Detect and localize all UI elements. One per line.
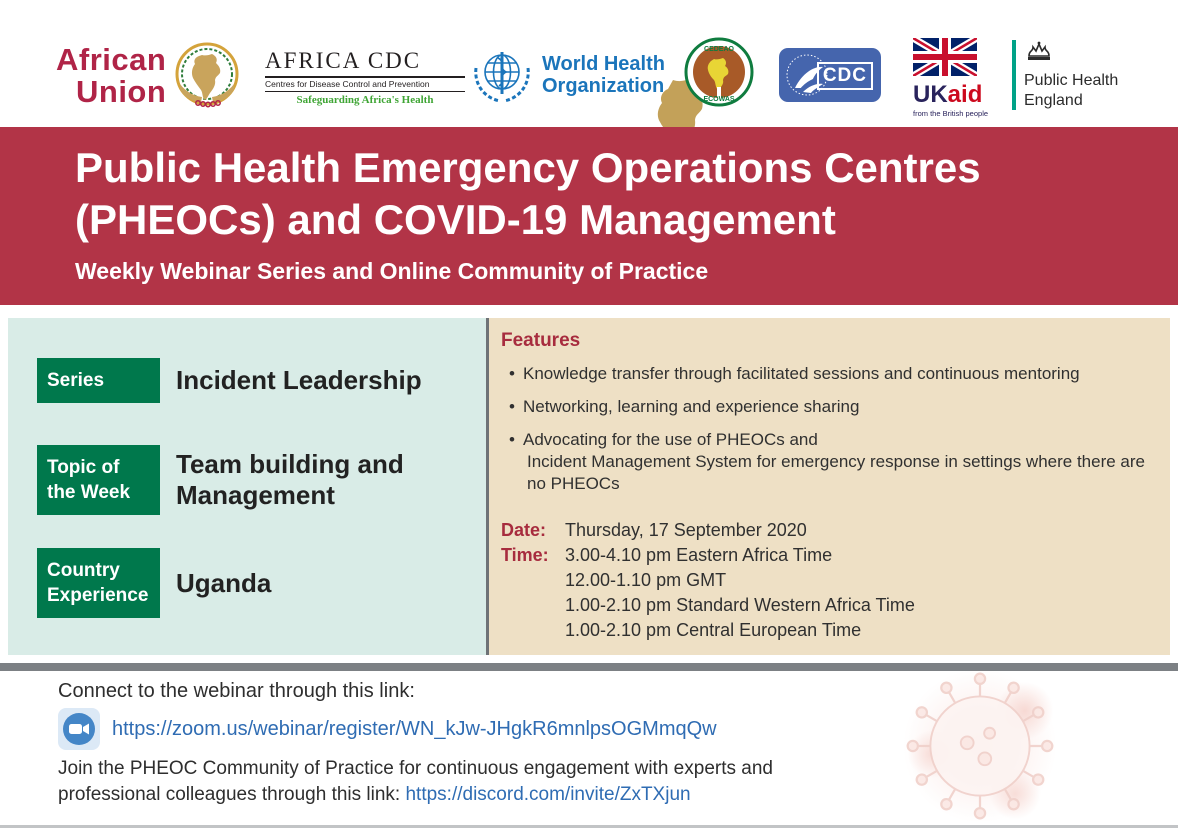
schedule-section: [501, 518, 915, 643]
feature-text: Networking, learning and experience sharing: [523, 397, 860, 417]
ecowas-top-text: CEDEAO: [704, 46, 734, 53]
feature-item: [501, 429, 1146, 451]
ukaid-wordmark: [913, 83, 1003, 107]
phe-line1: Public Health: [1024, 72, 1119, 89]
date-label: Date:: [501, 520, 547, 540]
phe-wordmark: [1024, 71, 1118, 111]
phe-line2: England: [1024, 92, 1083, 109]
country-value: Uganda: [176, 567, 272, 598]
page-title-line2: (PHEOCs) and COVID-19 Management: [75, 196, 836, 243]
series-value: Incident Leadership: [176, 365, 422, 396]
feature-item: [501, 363, 1146, 385]
who-emblem-icon: [470, 44, 534, 108]
feature-text: Advocating for the use of PHEOCs and: [523, 430, 818, 450]
cdc-logo: [779, 48, 881, 102]
feature-text-continuation: Incident Management System for emergency response in settings where there are no PHEOCs: [527, 452, 1145, 494]
ukaid-uk: UK: [913, 81, 948, 108]
time-row: [501, 593, 915, 618]
discord-invite-link[interactable]: https://discord.com/invite/ZxTXjun: [405, 783, 691, 805]
features-section: [501, 330, 1146, 495]
time-value: 1.00-2.10 pm Standard Western Africa Time: [565, 595, 915, 615]
session-details-panel: [8, 318, 486, 655]
time-value: 1.00-2.10 pm Central European Time: [565, 620, 862, 640]
bullet-icon: •: [509, 430, 515, 450]
country-row: [37, 548, 456, 618]
african-union-wordmark: [56, 44, 166, 107]
crown-icon: [1024, 40, 1054, 62]
join-paragraph: [58, 756, 826, 807]
african-union-line2: Union: [76, 74, 167, 109]
bullet-icon: •: [509, 397, 515, 417]
zoom-video-icon: [58, 708, 100, 750]
phe-logo: [1012, 40, 1118, 111]
page-title-line1: Public Health Emergency Operations Centres: [75, 144, 981, 191]
africa-cdc-tagline: Safeguarding Africa's Health: [296, 94, 434, 106]
africa-cdc-subtitle: Centres for Disease Control and Prevention: [265, 78, 465, 92]
ecowas-bottom-text: ECOWAS: [703, 96, 735, 103]
ecowas-logo: [684, 37, 754, 107]
country-label: Country Experience: [37, 548, 160, 618]
features-panel: [486, 318, 1170, 655]
time-value: 12.00-1.10 pm GMT: [565, 570, 727, 590]
african-union-emblem-icon: [172, 40, 242, 112]
who-wordmark: [542, 54, 665, 97]
union-jack-icon: [913, 38, 977, 76]
bullet-icon: •: [509, 364, 515, 383]
african-union-line1: African: [56, 42, 167, 78]
time-row: [501, 618, 915, 643]
series-row: [37, 358, 456, 403]
date-value: Thursday, 17 September 2020: [565, 520, 807, 540]
ukaid-tagline: from the British people: [913, 109, 989, 118]
cdc-wordmark: CDC: [817, 62, 873, 90]
africa-cdc-logo: [265, 48, 465, 106]
partner-logo-band: [0, 0, 1178, 127]
africa-cdc-title: AFRICA CDC: [265, 48, 465, 78]
time-value: 3.00-4.10 pm Eastern Africa Time: [565, 545, 833, 565]
topic-row: [37, 445, 456, 515]
phe-teal-bar: [1012, 40, 1016, 110]
title-banner: [0, 127, 1178, 305]
african-union-logo: [56, 40, 242, 112]
series-label: Series: [37, 358, 160, 403]
page-subtitle: Weekly Webinar Series and Online Community of Practice: [75, 258, 709, 284]
topic-value: Team building and Management: [176, 449, 404, 511]
zoom-link-row: [58, 708, 717, 750]
who-line2: Organization: [542, 75, 665, 97]
connect-text: Connect to the webinar through this link:: [58, 680, 415, 702]
ukaid-aid: aid: [947, 81, 983, 108]
features-heading: Features: [501, 330, 581, 351]
time-row: [501, 543, 915, 568]
join-text: Join the PHEOC Community of Practice for continuous engagement with experts and professional colleagues through this link:: [58, 758, 773, 805]
who-logo: [470, 44, 665, 108]
topic-label: Topic of the Week: [37, 445, 160, 515]
who-line1: World Health: [542, 53, 665, 76]
time-label: Time:: [501, 545, 549, 565]
ukaid-logo: [913, 38, 1003, 118]
coronavirus-watermark-icon: [895, 666, 1065, 826]
feature-item: [501, 396, 1146, 418]
time-row: [501, 568, 915, 593]
zoom-registration-link[interactable]: https://zoom.us/webinar/register/WN_kJw-JHgkR6mnlpsOGMmqQw: [112, 717, 717, 740]
date-row: [501, 518, 915, 543]
feature-text: Knowledge transfer through facilitated sessions and continuous mentoring: [523, 364, 1080, 383]
